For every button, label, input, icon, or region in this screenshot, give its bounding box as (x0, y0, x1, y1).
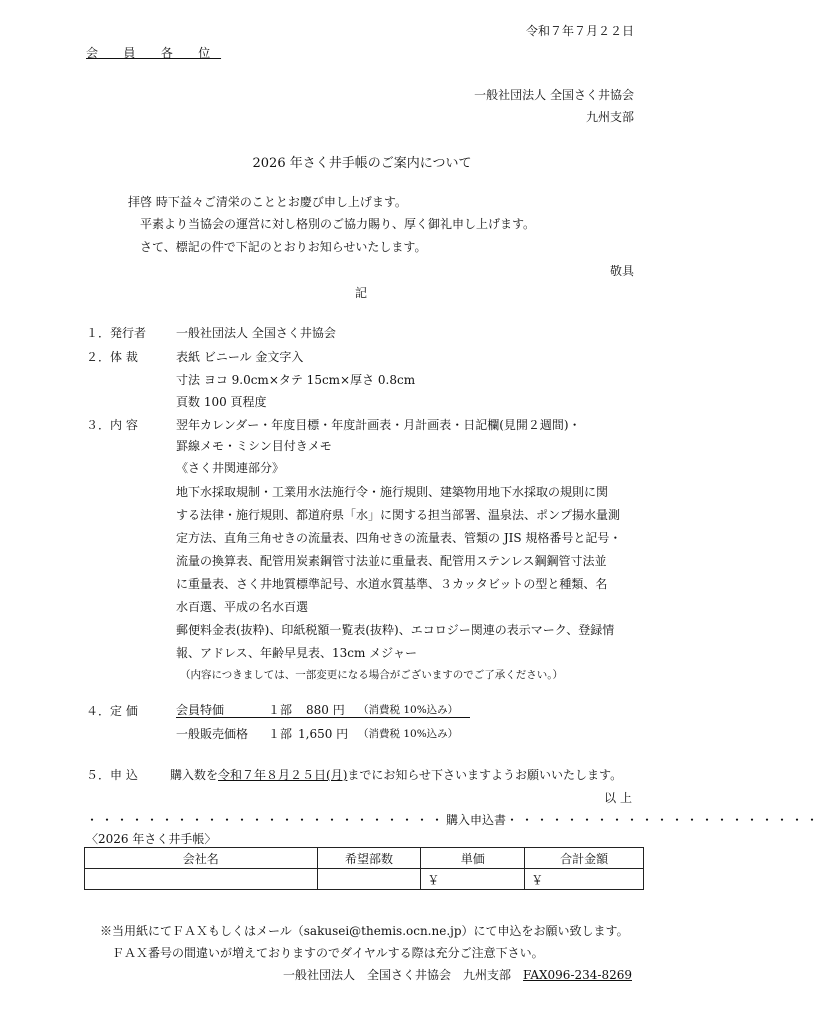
member-price-tax: （消費税 10%込み） (358, 704, 459, 716)
contents-line: 郵便料金表(抜粋)、印紙税額一覧表(抜粋)、エコロジー関連の表示マーク、登録情 (176, 623, 615, 637)
apply-text (170, 766, 622, 783)
sender-branch: 九州支部 (585, 110, 634, 124)
contents-line: 地下水採取規制・工業用水法施行令・施行規則、建築物用地下水採取の規則に関 (176, 485, 609, 499)
item-format-line: 頁数 100 頁程度 (176, 395, 267, 409)
contents-line: 《さく井関連部分》 (176, 461, 285, 475)
item-format-line: 表紙 ビニール 金文字入 (176, 350, 304, 364)
general-price-qty: １部 (268, 727, 293, 741)
column-header-unit-price: 単価 (421, 848, 525, 869)
item-contents-label: ３．内 容 (86, 418, 138, 432)
divider-dots-left: ・・・・・・・・・・・・・・・・・・・・・・・・ (86, 813, 447, 827)
member-price-name: 会員特価 (176, 703, 225, 717)
sender-org: 一般社団法人 全国さく井協会 (474, 88, 634, 102)
item-publisher-value: 一般社団法人 全国さく井協会 (176, 326, 336, 340)
document-title: 2026 年さく井手帳のご案内について (252, 156, 472, 171)
ijo: 以 上 (604, 791, 632, 805)
company-cell[interactable] (85, 869, 318, 890)
table-row (85, 869, 644, 890)
divider-dots-right: ・・・・・・・・・・・・・・・・・・・・・ (506, 813, 821, 827)
apply-text-pre: 購入数を (170, 768, 219, 782)
order-form-heading: 購入申込書 (446, 813, 507, 827)
item-price-label: ４．定 価 (86, 704, 138, 718)
member-price-value: 880 円 (306, 703, 345, 717)
item-publisher-label: １．発行者 (86, 326, 147, 340)
footer-note-1: ※当用紙にてＦＡＸもしくはメール（sakusei@themis.ocn.ne.jp）にて申込をお願い致します。 (100, 924, 629, 938)
closing: 敬具 (609, 264, 634, 278)
addressee: 会 員 各 位 (86, 46, 222, 60)
column-header-quantity: 希望部数 (317, 848, 421, 869)
table-header-row (85, 848, 644, 869)
greeting-line-3: さて、標記の件で下記のとおりお知らせいたします。 (140, 240, 427, 254)
general-price-name: 一般販売価格 (176, 727, 249, 741)
general-price-tax: （消費税 10%込み） (358, 728, 459, 740)
footer-org: 一般社団法人 全国さく井協会 九州支部 (283, 968, 512, 982)
item-format-label: ２．体 裁 (86, 350, 138, 364)
apply-text-post: までにお知らせ下さいますようお願いいたします。 (347, 768, 623, 782)
apply-deadline: 令和７年８月２５日(月) (218, 768, 348, 782)
column-header-total: 合計金額 (525, 848, 644, 869)
order-form-table (84, 847, 644, 890)
member-price-qty: １部 (268, 703, 293, 717)
ki-heading: 記 (355, 286, 368, 300)
contents-note: （内容につきましては、一部変更になる場合がございますのでご了承ください。） (180, 669, 564, 681)
member-price-row (176, 699, 470, 718)
quantity-cell[interactable] (317, 869, 421, 890)
item-apply-label: ５．申 込 (86, 768, 138, 782)
general-price-row (176, 723, 476, 741)
footer-fax: FAX096-234-8269 (523, 968, 632, 982)
footer-note-2: ＦＡＸ番号の間違いが増えておりますのでダイヤルする際は充分ご注意下さい。 (112, 946, 544, 960)
contents-line: する法律・施行規則、都道府県「水」に関する担当部署、温泉法、ポンプ揚水量測 (176, 508, 621, 522)
order-form-divider (86, 811, 821, 828)
unit-price-cell[interactable]: ￥ (421, 869, 525, 890)
order-form-caption: 〈2026 年さく井手帳〉 (86, 832, 217, 846)
general-price-value: 1,650 円 (298, 727, 349, 741)
item-format-line: 寸法 ヨコ 9.0cm×タテ 15cm×厚さ 0.8cm (176, 373, 416, 387)
date: 令和７年７月２２日 (525, 24, 634, 38)
contents-line: 罫線メモ・ミシン目付きメモ (176, 439, 332, 453)
contents-line: 水百選、平成の名水百選 (176, 600, 309, 614)
greeting-line-2: 平素より当協会の運営に対し格別のご協力賜り、厚く御礼申し上げます。 (140, 217, 536, 231)
contents-line: 報、アドレス、年齢早見表、13cm メジャー (176, 646, 417, 660)
contents-line: 流量の換算表、配管用炭素鋼管寸法並に重量表、配管用ステンレス鋼鋼管寸法並 (176, 554, 607, 568)
total-cell[interactable]: ￥ (525, 869, 644, 890)
footer-contact (283, 966, 632, 983)
contents-line: 定方法、直角三角せきの流量表、四角せきの流量表、管類の JIS 規格番号と記号・ (176, 531, 622, 545)
column-header-company: 会社名 (85, 848, 318, 869)
greeting-line-1: 拝啓 時下益々ご清栄のこととお慶び申し上げます。 (128, 195, 407, 209)
contents-line: 翌年カレンダー・年度目標・年度計画表・月計画表・日記欄(見開２週間)・ (176, 418, 581, 432)
contents-line: に重量表、さく井地質標準記号、水道水質基準、３カッタビットの型と種類、名 (176, 577, 608, 591)
